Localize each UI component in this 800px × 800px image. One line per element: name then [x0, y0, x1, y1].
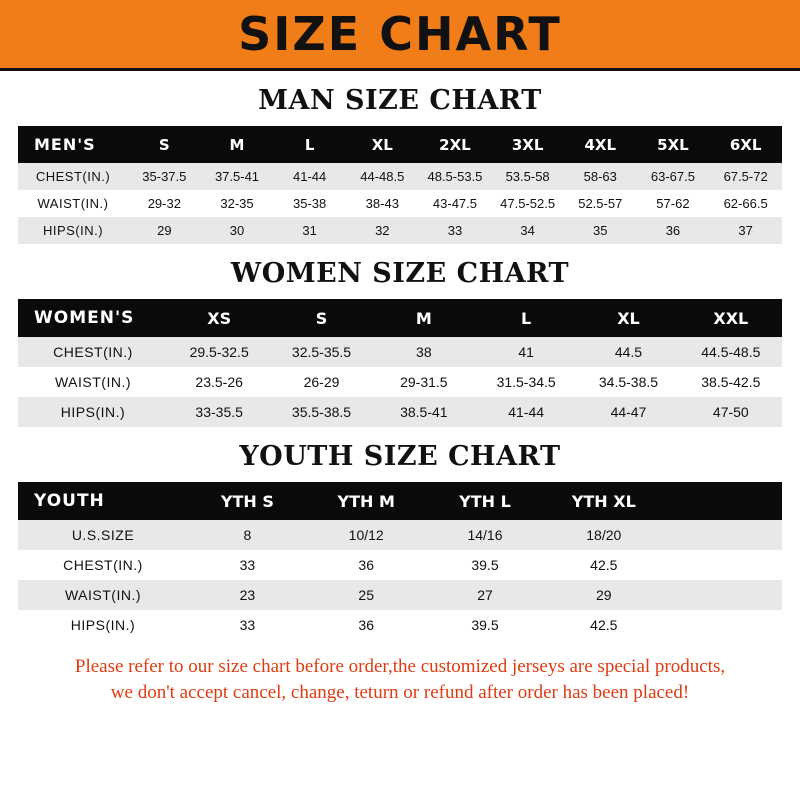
men-hips-s: 29 [128, 217, 201, 244]
men-waist-l: 35-38 [273, 190, 346, 217]
men-table-body [18, 163, 782, 244]
men-chest-l: 41-44 [273, 163, 346, 190]
men-waist-6xl: 62-66.5 [709, 190, 782, 217]
youth-section-title: YOUTH SIZE CHART [239, 441, 561, 472]
youth-header-blank [663, 482, 782, 520]
men-header-m: M [201, 126, 274, 163]
men-waist-4xl: 52.5-57 [564, 190, 637, 217]
youth-ussize-blank [663, 520, 782, 550]
youth-waist-blank [663, 580, 782, 610]
table-row [18, 520, 782, 550]
women-hips-xl: 44-47 [577, 397, 679, 427]
women-header-xs: XS [168, 299, 270, 337]
men-hips-xl: 32 [346, 217, 419, 244]
youth-hips-blank [663, 610, 782, 640]
youth-hips-m: 36 [307, 610, 426, 640]
men-header-s: S [128, 126, 201, 163]
men-chest-6xl: 67.5-72 [709, 163, 782, 190]
men-hips-6xl: 37 [709, 217, 782, 244]
men-chest-5xl: 63-67.5 [637, 163, 710, 190]
youth-header-xl: YTH XL [544, 482, 663, 520]
women-header-s: S [270, 299, 372, 337]
men-hips-5xl: 36 [637, 217, 710, 244]
women-waist-xs: 23.5-26 [168, 367, 270, 397]
men-size-section [0, 85, 800, 244]
women-waist-s: 26-29 [270, 367, 372, 397]
men-chest-m: 37.5-41 [201, 163, 274, 190]
men-chest-2xl: 48.5-53.5 [419, 163, 492, 190]
women-chest-s: 32.5-35.5 [270, 337, 372, 367]
youth-header-m: YTH M [307, 482, 426, 520]
youth-chest-m: 36 [307, 550, 426, 580]
men-header-6xl: 6XL [709, 126, 782, 163]
men-header-xl: XL [346, 126, 419, 163]
men-row-hips-label: HIPS(IN.) [18, 217, 128, 244]
table-header-row [18, 299, 782, 337]
men-chest-xl: 44-48.5 [346, 163, 419, 190]
men-hips-2xl: 33 [419, 217, 492, 244]
men-row-chest-label: CHEST(IN.) [18, 163, 128, 190]
youth-header-s: YTH S [188, 482, 307, 520]
men-waist-s: 29-32 [128, 190, 201, 217]
youth-ussize-l: 14/16 [426, 520, 545, 550]
men-size-table [18, 126, 782, 244]
women-hips-xxl: 47-50 [680, 397, 782, 427]
men-waist-2xl: 43-47.5 [419, 190, 492, 217]
men-chest-3xl: 53.5-58 [491, 163, 564, 190]
women-header-xxl: XXL [680, 299, 782, 337]
table-row [18, 367, 782, 397]
women-header-l: L [475, 299, 577, 337]
youth-waist-xl: 29 [544, 580, 663, 610]
table-row [18, 610, 782, 640]
table-header-row [18, 482, 782, 520]
youth-row-ussize-label: U.S.SIZE [18, 520, 188, 550]
youth-hips-s: 33 [188, 610, 307, 640]
youth-row-chest-label: CHEST(IN.) [18, 550, 188, 580]
men-hips-l: 31 [273, 217, 346, 244]
youth-row-waist-label: WAIST(IN.) [18, 580, 188, 610]
women-waist-m: 29-31.5 [373, 367, 475, 397]
youth-chest-blank [663, 550, 782, 580]
women-hips-xs: 33-35.5 [168, 397, 270, 427]
women-section-title: WOMEN SIZE CHART [230, 258, 570, 289]
men-header-l: L [273, 126, 346, 163]
youth-table-body [18, 520, 782, 640]
table-row [18, 190, 782, 217]
men-chest-4xl: 58-63 [564, 163, 637, 190]
notice-line-2: we don't accept cancel, change, teturn or refund after order has been placed! [110, 681, 690, 703]
men-waist-3xl: 47.5-52.5 [491, 190, 564, 217]
women-chest-m: 38 [373, 337, 475, 367]
youth-row-hips-label: HIPS(IN.) [18, 610, 188, 640]
notice-line-1: Please refer to our size chart before order,the customized jerseys are special products, [74, 656, 726, 677]
table-row [18, 337, 782, 367]
women-chest-xxl: 44.5-48.5 [680, 337, 782, 367]
youth-chest-xl: 42.5 [544, 550, 663, 580]
women-hips-m: 38.5-41 [373, 397, 475, 427]
table-header-row [18, 126, 782, 163]
table-row [18, 217, 782, 244]
youth-chest-l: 39.5 [426, 550, 545, 580]
women-size-section [0, 258, 800, 427]
youth-table-head [18, 482, 782, 520]
men-waist-m: 32-35 [201, 190, 274, 217]
men-header-3xl: 3XL [491, 126, 564, 163]
women-hips-s: 35.5-38.5 [270, 397, 372, 427]
women-hips-l: 41-44 [475, 397, 577, 427]
men-header-5xl: 5XL [637, 126, 710, 163]
youth-waist-m: 25 [307, 580, 426, 610]
men-hips-3xl: 34 [491, 217, 564, 244]
table-row [18, 580, 782, 610]
women-waist-l: 31.5-34.5 [475, 367, 577, 397]
table-row [18, 163, 782, 190]
table-row [18, 397, 782, 427]
women-header-label: WOMEN'S [18, 299, 168, 337]
youth-ussize-xl: 18/20 [544, 520, 663, 550]
men-row-waist-label: WAIST(IN.) [18, 190, 128, 217]
women-header-m: M [373, 299, 475, 337]
women-row-chest-label: CHEST(IN.) [18, 337, 168, 367]
women-chest-l: 41 [475, 337, 577, 367]
women-header-xl: XL [577, 299, 679, 337]
men-waist-5xl: 57-62 [637, 190, 710, 217]
youth-size-table [18, 482, 782, 640]
youth-header-l: YTH L [426, 482, 545, 520]
men-hips-4xl: 35 [564, 217, 637, 244]
table-row [18, 550, 782, 580]
youth-hips-xl: 42.5 [544, 610, 663, 640]
youth-hips-l: 39.5 [426, 610, 545, 640]
men-header-label: MEN'S [18, 126, 128, 163]
women-chest-xs: 29.5-32.5 [168, 337, 270, 367]
youth-ussize-m: 10/12 [307, 520, 426, 550]
women-size-table [18, 299, 782, 427]
women-table-body [18, 337, 782, 427]
women-row-hips-label: HIPS(IN.) [18, 397, 168, 427]
youth-chest-s: 33 [188, 550, 307, 580]
order-policy-notice [0, 654, 800, 705]
men-table-head [18, 126, 782, 163]
men-header-4xl: 4XL [564, 126, 637, 163]
youth-header-label: YOUTH [18, 482, 188, 520]
youth-waist-s: 23 [188, 580, 307, 610]
men-hips-m: 30 [201, 217, 274, 244]
men-section-title: MAN SIZE CHART [258, 85, 542, 116]
youth-ussize-s: 8 [188, 520, 307, 550]
women-chest-xl: 44.5 [577, 337, 679, 367]
youth-size-section [0, 441, 800, 640]
banner [0, 0, 800, 71]
men-chest-s: 35-37.5 [128, 163, 201, 190]
women-table-head [18, 299, 782, 337]
women-row-waist-label: WAIST(IN.) [18, 367, 168, 397]
women-waist-xxl: 38.5-42.5 [680, 367, 782, 397]
men-header-2xl: 2XL [419, 126, 492, 163]
men-waist-xl: 38-43 [346, 190, 419, 217]
women-waist-xl: 34.5-38.5 [577, 367, 679, 397]
page-title: SIZE CHART [238, 7, 562, 61]
youth-waist-l: 27 [426, 580, 545, 610]
